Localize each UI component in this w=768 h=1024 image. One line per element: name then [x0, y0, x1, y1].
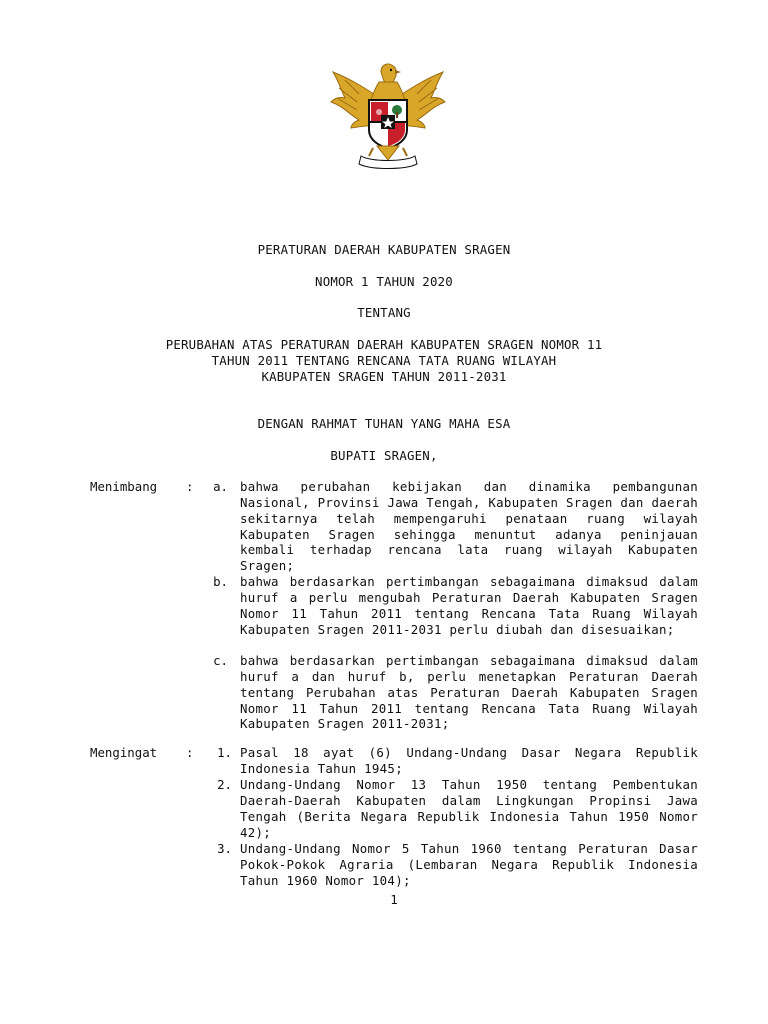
regulation-subject-line-1: PERUBAHAN ATAS PERATURAN DAERAH KABUPATEN SRAGEN NOMOR 11: [165, 337, 603, 352]
mengingat-item-marker: 1.: [217, 745, 232, 760]
mengingat-item-marker: 2.: [217, 777, 232, 792]
regulation-about: TENTANG: [357, 305, 411, 320]
regulation-subject-line-2: TAHUN 2011 TENTANG RENCANA TATA RUANG WILAYAH: [211, 353, 557, 368]
regulation-subject-line-3: KABUPATEN SRAGEN TAHUN 2011-2031: [261, 369, 507, 384]
mengingat-item-text: Pasal 18 ayat (6) Undang-Undang Dasar Negara Republik Indonesia Tahun 1945;: [240, 745, 698, 776]
regulation-title: PERATURAN DAERAH KABUPATEN SRAGEN: [257, 242, 511, 257]
regulation-number: NOMOR 1 TAHUN 2020: [315, 274, 453, 289]
menimbang-item-text: bahwa berdasarkan pertimbangan sebagaimana dimaksud dalam huruf a dan huruf b, perlu menetapkan Peraturan Daerah tentang Perubahan atas Peraturan Daerah Kabupaten Sragen Nomor 11 Tahun 2011 tentang Rencana Tata Ruang Wilayah Kabupaten Sragen 2011-2031;: [240, 653, 698, 732]
mengingat-label: Mengingat: [90, 745, 158, 760]
menimbang-item-marker: a.: [213, 479, 228, 494]
garuda-pancasila-emblem: [323, 60, 453, 175]
official-title: BUPATI SRAGEN,: [330, 448, 438, 463]
menimbang-item-marker: c.: [213, 653, 228, 668]
page-number: 1: [390, 892, 398, 907]
mengingat-item-marker: 3.: [217, 841, 232, 856]
menimbang-item-text: bahwa perubahan kebijakan dan dinamika pembangunan Nasional, Provinsi Jawa Tengah, Kabupaten Sragen dan daerah sekitarnya telah mempengaruhi penataan ruang wilayah Kabupaten Sragen sehingga menuntut adanya peninjauan kembali terhadap rencana lata ruang wilayah Kabupaten Sragen;: [240, 479, 698, 574]
mengingat-item-text: Undang-Undang Nomor 5 Tahun 1960 tentang Peraturan Dasar Pokok-Pokok Agraria (Lembaran Negara Republik Indonesia Tahun 1960 Nomor 104);: [240, 841, 698, 888]
grace-statement: DENGAN RAHMAT TUHAN YANG MAHA ESA: [257, 416, 511, 431]
mengingat-item-text: Undang-Undang Nomor 13 Tahun 1950 tentang Pembentukan Daerah-Daerah Kabupaten dalam Lingkungan Propinsi Jawa Tengah (Berita Negara Republik Indonesia Tahun 1950 Nomor 42);: [240, 777, 698, 840]
menimbang-colon: :: [186, 479, 194, 494]
menimbang-item-marker: b.: [213, 574, 228, 589]
menimbang-item-text: bahwa berdasarkan pertimbangan sebagaimana dimaksud dalam huruf a perlu mengubah Peraturan Daerah Kabupaten Sragen Nomor 11 Tahun 2011 tentang Rencana Tata Ruang Wilayah Kabupaten Sragen 2011-2031 perlu diubah dan disesuaikan;: [240, 574, 698, 637]
menimbang-label: Menimbang: [90, 479, 158, 494]
mengingat-colon: :: [186, 745, 194, 760]
